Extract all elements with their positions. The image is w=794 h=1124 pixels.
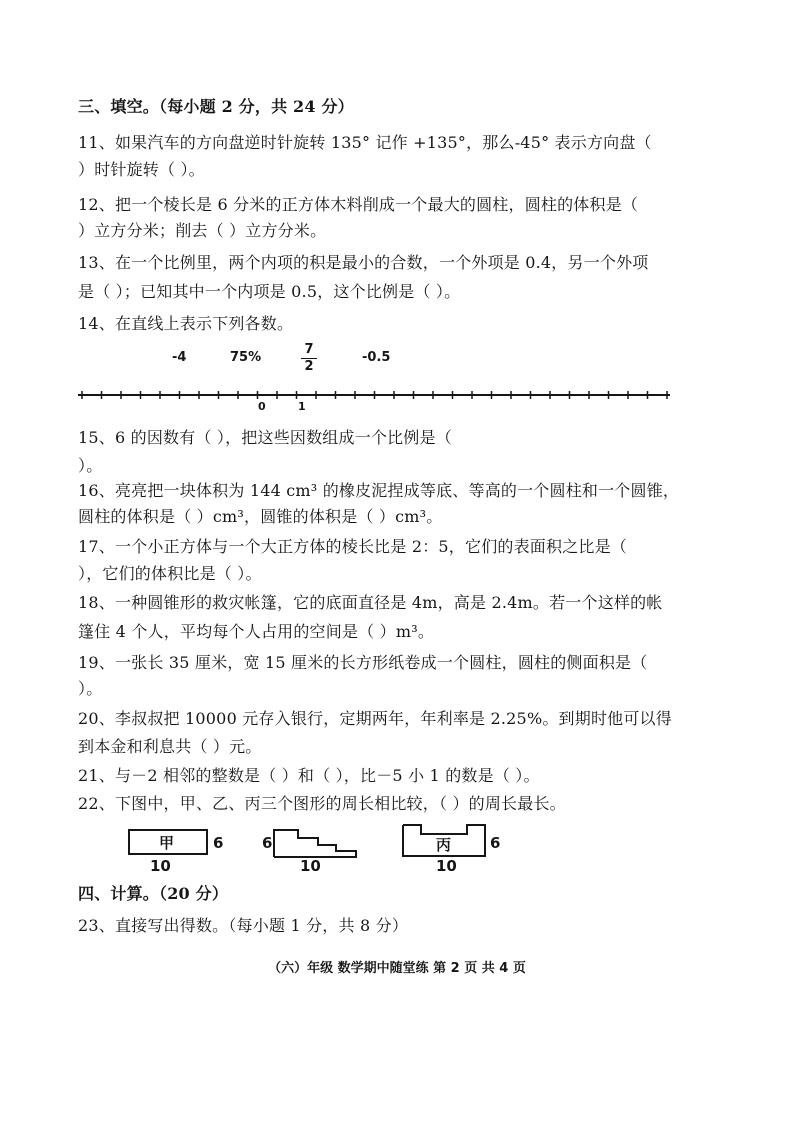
q14-number: -0.5 xyxy=(362,350,391,365)
figure-yi-height: 6 xyxy=(262,834,273,852)
figure-bing-label: 丙 xyxy=(436,836,452,854)
q13-line2: 是（ ）；已知其中一个内项是 0.5，这个比例是（ ）。 xyxy=(78,282,461,301)
q11-line1: 11、如果汽车的方向盘逆时针旋转 135° 记作 +135°，那么-45° 表示方向盘（ xyxy=(78,133,652,152)
q19-line2: ）。 xyxy=(78,679,103,698)
figure-yi-staircase xyxy=(272,825,362,859)
figure-bing-height: 6 xyxy=(490,834,501,852)
number-line xyxy=(70,385,680,407)
q23-text: 23、直接写出得数。（每小题 1 分，共 8 分） xyxy=(78,916,409,935)
q14-fraction xyxy=(301,343,317,374)
q13-line1: 13、在一个比例里，两个内项的积是最小的合数，一个外项是 0.4，另一个外项 xyxy=(78,253,649,272)
q12-line1: 12、把一个棱长是 6 分米的正方体木料削成一个最大的圆柱，圆柱的体积是（ xyxy=(78,195,639,214)
q17-line1: 17、一个小正方体与一个大正方体的棱长比是 2：5，它们的表面积之比是（ xyxy=(78,537,628,556)
q12-line2: ）立方分米；削去（ ）立方分米。 xyxy=(78,221,327,240)
q22-text: 22、下图中，甲、乙、丙三个图形的周长相比较，（ ）的周长最长。 xyxy=(78,794,566,813)
q19-line1: 19、一张长 35 厘米，宽 15 厘米的长方形纸卷成一个圆柱，圆柱的侧面积是（ xyxy=(78,653,648,672)
q14-text: 14、在直线上表示下列各数。 xyxy=(78,314,294,333)
q15-line2: ）。 xyxy=(78,456,103,475)
q15-line1: 15、6 的因数有（ ），把这些因数组成一个比例是（ xyxy=(78,428,452,447)
figure-jia-width: 10 xyxy=(150,857,171,875)
figure-yi-width: 10 xyxy=(300,857,321,875)
q18-line1: 18、一种圆锥形的救灾帐篷，它的底面直径是 4m，高是 2.4m。若一个这样的帐 xyxy=(78,593,663,612)
q20-line2: 到本金和利息共（ ）元。 xyxy=(78,737,262,756)
fraction-numerator: 7 xyxy=(304,342,314,357)
figure-yi-outline xyxy=(274,830,356,857)
q20-line1: 20、李叔叔把 10000 元存入银行，定期两年，年利率是 2.25%。到期时他可以得 xyxy=(78,709,672,728)
q21-text: 21、与－2 相邻的整数是（ ）和（ ），比－5 小 1 的数是（ ）。 xyxy=(78,766,540,785)
q14-number: -4 xyxy=(172,350,187,365)
figure-jia-label: 甲 xyxy=(159,834,175,852)
figure-bing-width: 10 xyxy=(436,857,457,875)
tick-label-one: 1 xyxy=(298,400,306,413)
q18-line2: 篷住 4 个人，平均每个人占用的空间是（ ）m³。 xyxy=(78,622,435,641)
page-footer: （六）年级 数学期中随堂练 第 2 页 共 4 页 xyxy=(268,961,526,976)
fraction-denominator: 2 xyxy=(304,359,314,374)
q16-line1: 16、亮亮把一块体积为 144 cm³ 的橡皮泥捏成等底、等高的一个圆柱和一个圆锥， xyxy=(78,481,680,500)
q16-line2: 圆柱的体积是（ ）cm³，圆锥的体积是（ ）cm³。 xyxy=(78,507,443,526)
section-heading-calculation: 四、计算。（20 分） xyxy=(78,884,229,903)
tick-label-zero: 0 xyxy=(258,400,266,413)
figure-jia-height: 6 xyxy=(213,834,224,852)
q17-line2: ），它们的体积比是（ ）。 xyxy=(78,564,262,583)
q11-line2: ）时针旋转（ ）。 xyxy=(78,160,205,179)
section-heading-fill-blanks: 三、填空。（每小题 2 分，共 24 分） xyxy=(78,97,354,116)
q14-number: 75% xyxy=(230,350,262,365)
